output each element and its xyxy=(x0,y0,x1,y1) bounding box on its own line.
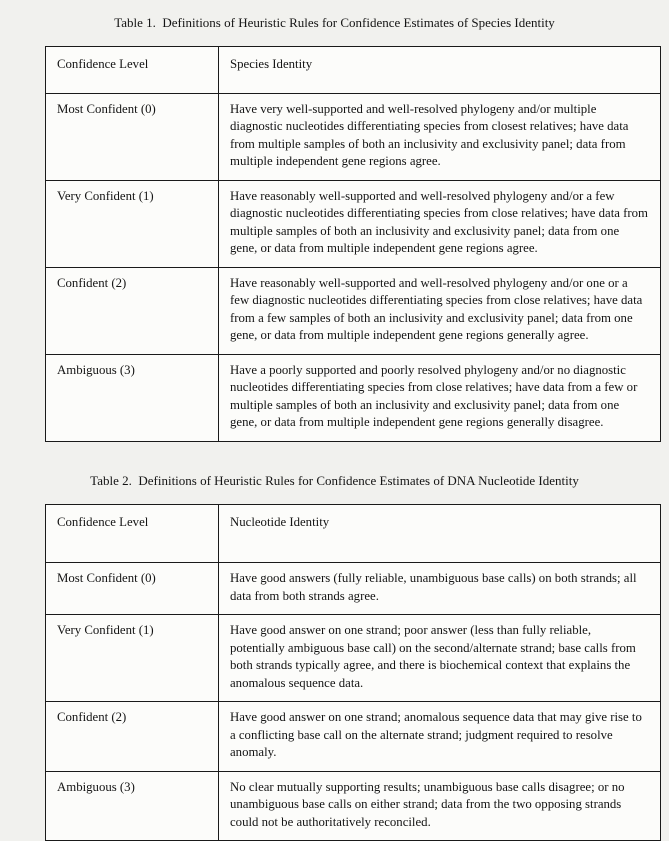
table-2 xyxy=(45,504,661,841)
table-1 xyxy=(45,46,661,442)
table-row xyxy=(46,563,661,615)
confidence-level-cell: Confident (2) xyxy=(46,702,219,772)
table-row xyxy=(46,93,661,180)
confidence-level-header: Confidence Level xyxy=(46,504,219,563)
confidence-level-cell: Ambiguous (3) xyxy=(46,771,219,841)
description-cell: Have good answer on one strand; poor answer (less than fully reliable, potentially ambiguous base call) on the second/alternate strand; base calls from both strands typically agree, and there is biochemical context that explains the anomalous sequence data. xyxy=(219,615,661,702)
confidence-level-cell: Most Confident (0) xyxy=(46,563,219,615)
table-row xyxy=(46,702,661,772)
table-row xyxy=(46,180,661,267)
table-1-title: Table 1. Definitions of Heuristic Rules for Confidence Estimates of Species Identity xyxy=(0,15,669,31)
confidence-level-header: Confidence Level xyxy=(46,47,219,94)
description-cell: Have good answers (fully reliable, unambiguous base calls) on both strands; all data from both strands agree. xyxy=(219,563,661,615)
description-cell: Have reasonably well-supported and well-resolved phylogeny and/or one or a few diagnostic nucleotides differentiating species from close relatives; have data from a few samples of both an inclusivity and exclusivity panel; data from one gene, or data from multiple independent gene regions generally agree. xyxy=(219,267,661,354)
table-row xyxy=(46,267,661,354)
table-row xyxy=(46,354,661,441)
confidence-level-cell: Most Confident (0) xyxy=(46,93,219,180)
confidence-level-cell: Very Confident (1) xyxy=(46,615,219,702)
description-cell: Have very well-supported and well-resolved phylogeny and/or multiple diagnostic nucleotides differentiating species from closest relatives; have data from multiple samples of both an inclusivity and exclusivity panel; data from multiple independent gene regions agree. xyxy=(219,93,661,180)
table-row xyxy=(46,615,661,702)
species-identity-header: Species Identity xyxy=(219,47,661,94)
table-2-title: Table 2. Definitions of Heuristic Rules for Confidence Estimates of DNA Nucleotide Identity xyxy=(0,473,669,489)
table-2-header-row xyxy=(46,504,661,563)
confidence-level-cell: Confident (2) xyxy=(46,267,219,354)
description-cell: Have reasonably well-supported and well-resolved phylogeny and/or a few diagnostic nucleotides differentiating species from close relatives; have data from multiple samples of both an inclusivity and exclusivity panel; data from one gene, or data from multiple independent gene regions agree. xyxy=(219,180,661,267)
table-row xyxy=(46,771,661,841)
description-cell: No clear mutually supporting results; unambiguous base calls disagree; or no unambiguous base calls on either strand; data from the two opposing strands could not be authoritatively reconciled. xyxy=(219,771,661,841)
description-cell: Have a poorly supported and poorly resolved phylogeny and/or no diagnostic nucleotides differentiating species from close relatives; have data from a few or multiple samples of both an inclusivity and exclusivity panel; data from one gene, or data from multiple independent gene regions generally disagree. xyxy=(219,354,661,441)
description-cell: Have good answer on one strand; anomalous sequence data that may give rise to a conflicting base call on the alternate strand; judgment required to resolve anomaly. xyxy=(219,702,661,772)
confidence-level-cell: Very Confident (1) xyxy=(46,180,219,267)
nucleotide-identity-header: Nucleotide Identity xyxy=(219,504,661,563)
table-1-header-row xyxy=(46,47,661,94)
confidence-level-cell: Ambiguous (3) xyxy=(46,354,219,441)
